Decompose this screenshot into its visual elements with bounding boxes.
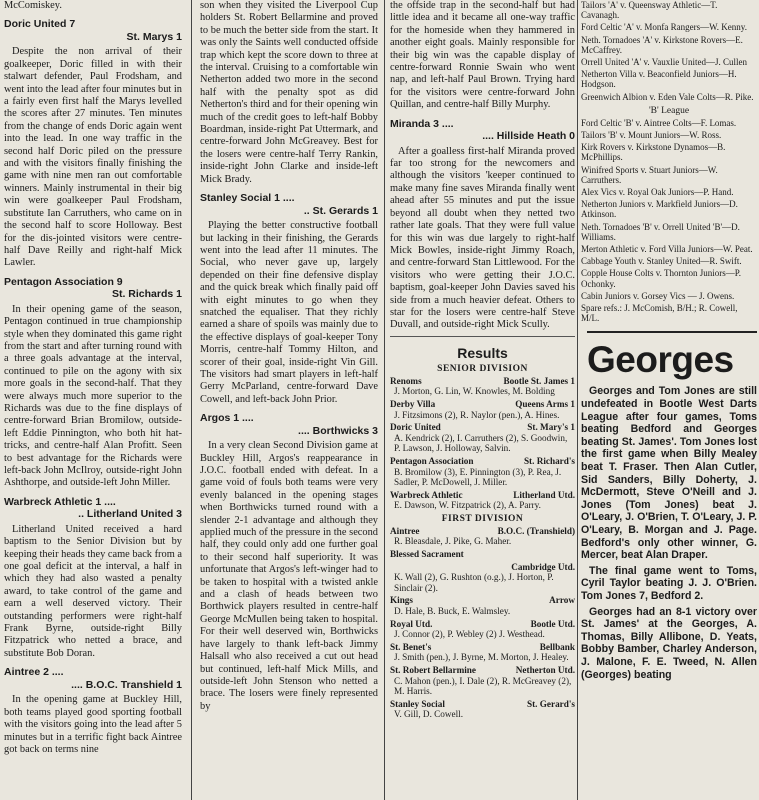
away-team: .... Hillside Heath 0 [482, 130, 575, 143]
home-team: Stanley Social [390, 698, 445, 709]
result-entry [390, 699, 575, 720]
result-entry [390, 549, 575, 560]
match-headline [390, 118, 575, 143]
column-4 [581, 0, 757, 800]
result-entry [390, 399, 575, 420]
result-entry [390, 642, 575, 663]
fixture-item: Cabbage Youth v. Stanley United—R. Swift. [581, 256, 742, 267]
away-team: St. Richard's [523, 455, 575, 466]
away-team: .. St. Gerards 1 [303, 204, 378, 217]
away-team: Bootle Utd. [530, 618, 575, 629]
result-teams [390, 526, 575, 537]
home-team: Kings [390, 595, 413, 606]
match-headline [200, 192, 378, 217]
fixture-item: Orrell United 'A' v. Vauxlie United—J. Cullen [581, 57, 747, 68]
home-team: Renoms [390, 375, 422, 386]
scorers: C. Mahon (pen.), I. Dale (2), R. McGreavey (2), M. Harris. [394, 675, 572, 697]
fixture-item: Cabin Juniors v. Gorsey Vics — J. Owens. [581, 290, 735, 301]
division-heading: SENIOR DIVISION [437, 363, 528, 374]
result-teams [390, 549, 575, 560]
scorers: R. Bleasdale, J. Pike, G. Maher. [394, 536, 512, 547]
fixture-item: Alex Vics v. Royal Oak Juniors—P. Hand. [581, 187, 734, 198]
result-entry [390, 456, 575, 488]
fixture-item: Merton Athletic v. Ford Villa Juniors—W. Peat. [581, 244, 753, 255]
home-team: Blessed Sacrament [390, 549, 464, 560]
match-report: Despite the non arrival of their goalkeeper, Doric filled in with their stalwart defender, Paul Frodsham, and went into the lead after four minutes but in a fairly even first half the Marys levelled the scores after 27 minutes. Ten minutes from the change of ends Doric again went into the lead. In one way traffic in the second half Doric piled on the pressure and with the visitors finally finishing the game with nine men ran out comfortable winners. Mainly instrumental in their big win were goalkeeper Paul Frodsham, substitute Ian Carruthers, who came on in the second half to score Holloway. Best for the dis-jointed visitors were centre-half Dave Reilly and right-half Mick Lawler. [4, 46, 182, 269]
column-rule [191, 0, 192, 800]
fixture-item: Tailors 'A' v. Queensway Athletic—T. Cavanagh. [581, 0, 718, 21]
scorers: J. Fitzsimons (2), R. Naylor (pen.), A. Hines. [394, 409, 560, 420]
home-team: Pentagon Association 9 [4, 275, 123, 288]
match-report: In the opening game at Buckley Hill, both teams played good sporting football with the visitors going into the lead after 5 minutes but in a terrific fight back Aintree got back on terms nine [4, 694, 182, 755]
scorers: B. Bromilow (3), E. Pinnington (3), P. Rea, J. Sadler, P. McDowell, J. Miller. [394, 466, 562, 488]
result-teams [390, 422, 575, 433]
match-report: In a very clean Second Division game at Buckley Hill, Argos's reappearance in J.O.C. football ended with defeat. In a game void of fouls both teams were very evenly balanced in the opening stages when Borthwicks turned round with a slender 2-1 advantage and although they applied much of the pressure in the second half, they could only add one further goal to their second half superiority. It was unfortunate that Argos's left-winger had to be taken to hospital with a twisted ankle and a clash of heads between two Borthwick players resulted in centre-half George McMullen being taken to hospital. For their well deserved win, Borthwicks have largely to thank left-back Jimmy Halsall who also received a cut out head but continued, left-half Mick Mills, and outside-left John Stenson who netted a brace. The losers were finely represented by [200, 440, 378, 712]
result-teams [390, 699, 575, 710]
home-team: St. Robert Bellarmine [390, 665, 476, 675]
result-teams [390, 376, 575, 387]
column-3 [390, 0, 575, 800]
article-headline: Georges [587, 331, 757, 381]
away-team: Bootle St. James 1 [503, 375, 575, 386]
match-report: In their opening game of the season, Pentagon continued in true championship style when they dominated this game right from the start and after turning round with a three goals advantage at the interval, continued to pile on the agony with six more goals in the second-half. That they were always much more superior to the Richards was due to the fine displays of centre-forward Brian Bromilow, outside-left Eddie Pinnington, who both hit hat-tricks, and centre-half Alan Profitt. Seen to best advantage for the Richards were left-back John McIlroy, outside-right John Ashthorpe, and outside-left John Miller. [4, 303, 182, 489]
column-2 [200, 0, 378, 800]
divider [390, 336, 575, 337]
result-entry [390, 490, 575, 511]
division-heading: FIRST DIVISION [441, 513, 524, 524]
result-entry [390, 376, 575, 397]
article-paragraph: The final game went to Toms, Cyril Taylor beating J. J. O'Brien. Tom Jones 7, Bedford 2. [581, 564, 757, 602]
match-report: Litherland United received a hard baptism to the Senior Division but by keeping their heads they came back from a one goal deficit at the interval, a half in which they had also wasted a penalty award, to take control of the game and earn a well deserved victory. Their outstanding performers were right-half Frank Byrne, outside-right Billy Fitzpatrick who netted a brace, and substitute Bob Doran. [4, 523, 182, 659]
b-fixture-list [581, 118, 757, 324]
result-teams [390, 490, 575, 501]
home-team: Warbreck Athletic [390, 489, 463, 500]
results-heading: Results [457, 344, 508, 361]
away-team: Queens Arms 1 [515, 398, 575, 409]
scorers: D. Hale, B. Buck, E. Walmsley. [394, 606, 511, 617]
home-team: Stanley Social 1 .... [200, 192, 295, 205]
away-team: St. Mary's 1 [527, 422, 575, 433]
result-teams [390, 665, 575, 676]
home-team: Warbreck Athletic 1 .... [4, 495, 116, 508]
article-paragraph: Georges had an 8-1 victory over St. James' at the Georges, A. Thomas, Billy Allibone, D. Yeats, Bobby Bamber, Charley Anderson, J. Malone, F. E. Tweed, N. Allen (Georges) beating [581, 605, 757, 681]
away-team: St. Marys 1 [126, 30, 182, 43]
article-body [581, 385, 757, 681]
fixture-item: Tailors 'B' v. Mount Juniors—W. Ross. [581, 130, 722, 141]
result-entry [390, 422, 575, 454]
away-team: Netherton Utd. [515, 665, 575, 675]
away-team: Bellbank [539, 641, 575, 652]
scorers: V. Gill, D. Cowell. [394, 709, 463, 720]
fixture-item: Greenwich Albion v. Eden Vale Colts—R. Pike. [581, 91, 754, 102]
scorers: J. Connor (2), P. Webley (2) J. Westhead. [394, 629, 545, 640]
league-heading: 'B' League [648, 105, 690, 116]
result-teams [390, 456, 575, 467]
scorers: A. Kendrick (2), I. Carruthers (2), S. Goodwin, P. Lawson, J. Holloway, Salvin. [394, 432, 568, 454]
fixture-item: Kirk Rovers v. Kirkstone Dynamos—B. McPhillips. [581, 142, 726, 163]
match-report: After a goalless first-half Miranda proved far too strong for the newcomers and although the visitors 'keeper continued to make many fine saves Miranda finally went ahead after 55 minutes and put the issue beyond all doubt when they netted two rather late goals. That they were full value for this win was due largely to right-half Mick Bowles, inside-right Jimmy Roach, and centre-forward Stan Littlewood. For the visitors who were getting their J.O.C. baptism, goal-keeper John Davies saved his side from a much heavier defeat. Others to star for the losers were centre-half Steve Duvall, and outside-right Mick Scully. [390, 145, 575, 331]
match-report: Playing the better constructive football but lacking in their finishing, the Gerards went into the lead after 11 minutes. The Social, who never gave up, largely depended on their fine defensive display and the quick break which finally paid off with eight minutes to go when they snatched the equaliser. That they richly earned a share of spoils was mainly due to the effective displays of goal-keeper Tony Morris, centre-half Tommy Hilton, and scorer of their goal, inside-right Vin Gill. The visitors had smart players in left-half Gerry McParland, centre-forward Dave Cowell, and left-back John Prior. [200, 220, 378, 405]
fixture-item: Neth. Tornadoes 'B' v. Orrell United 'B'—D. Williams. [581, 221, 740, 242]
result-teams [390, 619, 575, 630]
match-report: the offside trap in the second-half but had little idea and it became all one-way traffic for the homeside when they hammered in another eight goals. Mainly responsible for their big win was the capable display of centre-forward Ronnie Swain who went nap, and left-half Paul Brown. Trying hard for the visitors were centre-forward John Quillan, and centre-half Billy Murphy. [390, 0, 575, 111]
article-paragraph: Georges and Tom Jones are still undefeated in Bootle West Darts League after four games, Toms beating Bedford and Georges beating St. James'. Tom Jones lost the first game when Billy Mealey beat T. Fraser. Then Alan Cutler, Sid Sanders, Billy Doherty, J. McDermott, Steve O'Neill and J. Jones (Tom Jones) beat J. O'Leary, J. O'Brien, T. O'Leary, J. P. O'Leary, B. Morgan and J. Page. Bedford's only other winner, G. Mercer, beat Alan Draper. [581, 385, 757, 562]
result-teams [390, 399, 575, 410]
result-teams [390, 642, 575, 653]
away-team: Arrow [549, 595, 575, 606]
away-team: B.O.C. (Transhield) [497, 525, 575, 536]
home-team: Pentagon Association [390, 455, 474, 466]
result-entry [390, 526, 575, 547]
home-team: Argos 1 .... [200, 412, 254, 425]
fixture-item: Winifred Sports v. Stuart Juniors—W. Carruthers. [581, 164, 718, 185]
home-team: St. Benet's [390, 641, 432, 652]
carryover-text: McComiskey. [4, 0, 62, 11]
match-report: son when they visited the Liverpool Cup holders St. Robert Bellarmine and proved to be much the better side from the start. It was only the Saints well conducted offside trap which kept the score down to three at the interval. Cruising to a comfortable win Netherton added two more in the second half with the penalty spot as did Netherton's third and for their opening win much of the credit goes to left-half Bobby Boardman, inside-right Pat Uttermark, and centre-forward John McGreavey. Best for the losers were centre-half Terry Rankin, inside-right John Clarke and inside-left Mick Brady. [200, 0, 378, 185]
fixture-item: Neth. Tornadoes 'A' v. Kirkstone Rovers—E. McCaffrey. [581, 34, 743, 55]
scorers: J. Smith (pen.), J. Byrne, M. Morton, J. Healey. [394, 652, 569, 663]
match-headline [4, 496, 182, 521]
match-headline [4, 666, 182, 691]
fixture-item: Spare refs.: J. McComish, B/H.; R. Cowell, M/L. [581, 303, 738, 324]
away-team: Cambridge Utd. [511, 561, 575, 572]
column-1 [4, 0, 182, 800]
away-team: Litherland Utd. [513, 489, 575, 500]
fixture-list [581, 0, 757, 102]
result-teams [390, 562, 575, 573]
column-rule [384, 0, 385, 800]
column-rule [577, 0, 578, 800]
away-team: St. Gerard's [527, 698, 575, 709]
fixture-item: Netherton Juniors v. Markfield Juniors—D. Atkinson. [581, 199, 738, 220]
home-team: Doric United 7 [4, 18, 76, 31]
fixture-item: Ford Celtic 'A' v. Monfa Rangers—W. Kenny. [581, 22, 747, 33]
match-headline [200, 412, 378, 437]
away-team: .... Borthwicks 3 [298, 424, 378, 437]
scorers: E. Dawson, W. Fitzpatrick (2), A. Parry. [394, 500, 541, 511]
scorers: K. Wall (2), G. Rushton (o.g.), J. Horton, P. Sinclair (2). [394, 572, 554, 593]
result-entry [390, 595, 575, 616]
fixture-item: Copple House Colts v. Thornton Juniors—P. Ochonky. [581, 268, 742, 289]
result-entry [390, 665, 575, 697]
result-teams [390, 595, 575, 606]
home-team: Doric United [390, 422, 441, 433]
first-results-list [390, 526, 575, 720]
home-team: Miranda 3 .... [390, 117, 454, 130]
match-headline [4, 276, 182, 301]
scorers: J. Morton, G. Lin, W. Knowles, M. Bolding [394, 386, 555, 397]
result-entry [390, 619, 575, 640]
fixture-item: Netherton Villa v. Beaconfield Juniors—H. Hodgson. [581, 69, 737, 90]
fixture-item: Ford Celtic 'B' v. Aintree Colts—F. Lomas. [581, 117, 737, 128]
home-team: Royal Utd. [390, 618, 433, 629]
home-team: Aintree 2 .... [4, 666, 64, 679]
result-entry [390, 562, 575, 594]
away-team: .. Litherland United 3 [78, 508, 182, 521]
away-team: .... B.O.C. Transhield 1 [71, 678, 182, 691]
away-team: St. Richards 1 [111, 288, 182, 301]
home-team: Derby Villa [390, 398, 436, 409]
senior-results-list [390, 376, 575, 511]
match-headline [4, 18, 182, 43]
home-team: Aintree [390, 525, 420, 536]
